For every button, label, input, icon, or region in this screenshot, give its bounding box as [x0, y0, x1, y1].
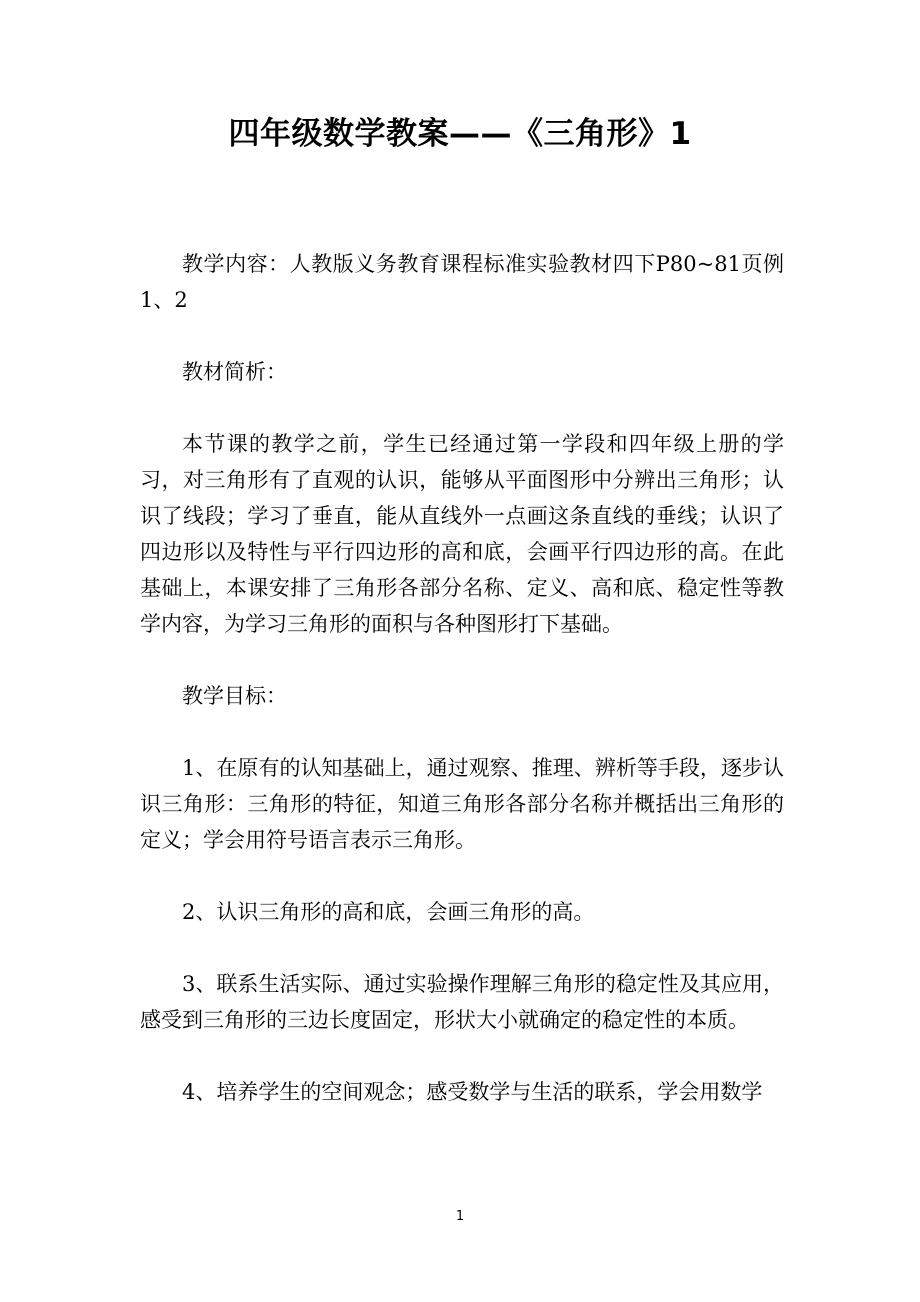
goal-item-2: 2、认识三角形的高和底，会画三角形的高。 — [182, 900, 595, 924]
page-number: 1 — [455, 1209, 465, 1224]
goal-item-4: 4、培养学生的空间观念；感受数学与生活的联系，学会用数学 — [182, 1080, 763, 1104]
textbook-analysis-heading: 教材简析： — [182, 360, 287, 384]
teaching-goals-heading: 教学目标： — [182, 684, 287, 708]
goal-item-3: 3、联系生活实际、通过实验操作理解三角形的稳定性及其应用，感受到三角形的三边长度固定，形状大小就确定的稳定性的本质。 — [140, 972, 784, 1032]
document-title: 四年级数学教案——《三角形》1 — [228, 116, 692, 152]
goal-item-1: 1、在原有的认知基础上，通过观察、推理、辨析等手段，逐步认识三角形：三角形的特征，知道三角形各部分名称并概括出三角形的定义；学会用符号语言表示三角形。 — [140, 756, 784, 852]
textbook-analysis-paragraph: 本节课的教学之前，学生已经通过第一学段和四年级上册的学习，对三角形有了直观的认识，能够从平面图形中分辨出三角形；认识了线段；学习了垂直，能从直线外一点画这条直线的垂线；认识了四边形以及特性与平行四边形的高和底，会画平行四边形的高。在此基础上，本课安排了三角形各部分名称、定义、高和底、稳定性等教学内容，为学习三角形的面积与各种图形打下基础。 — [140, 432, 784, 636]
teaching-content-paragraph: 教学内容：人教版义务教育课程标准实验教材四下P80~81页例1、2 — [140, 252, 784, 312]
document-body — [140, 246, 784, 1146]
